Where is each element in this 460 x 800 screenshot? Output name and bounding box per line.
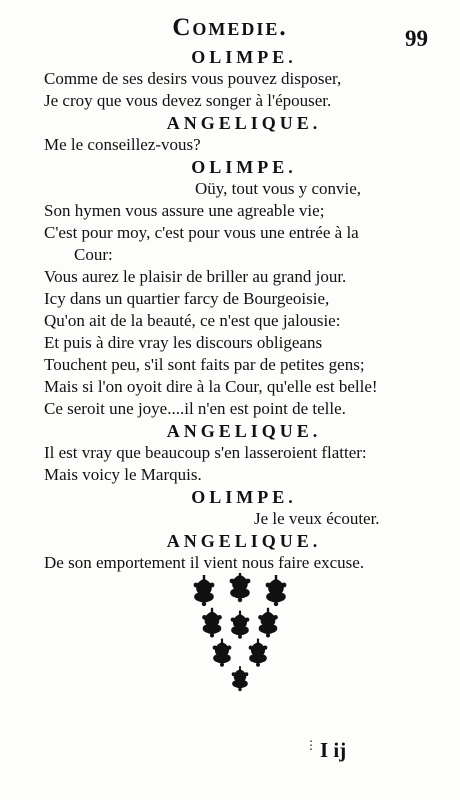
verse-line: Qu'on ait de la beauté, ce n'est que jalousie: <box>44 311 341 330</box>
signature-mark: I ij <box>320 738 347 762</box>
speaker-angelique: ANGELIQUE. <box>166 113 322 133</box>
verse-line: Comme de ses desirs vous pouvez disposer, <box>44 69 342 88</box>
verse-line: Me le conseillez-vous? <box>44 135 201 154</box>
verse-line: Ce seroit une joye....il n'en est point de telle. <box>44 399 346 418</box>
speaker-angelique: ANGELIQUE. <box>166 531 322 551</box>
verse-line: Mais si l'on oyoit dire à la Cour, qu'elle est belle! <box>44 377 378 396</box>
verse-line: De son emportement il vient nous faire excuse. <box>44 553 365 572</box>
verse-line: Son hymen vous assure une agreable vie; <box>44 201 325 220</box>
floral-tailpiece-icon <box>188 573 292 693</box>
verse-line: Oüy, tout vous y convie, <box>195 179 362 198</box>
speaker-olimpe: OLIMPE. <box>191 487 297 507</box>
verse-line: Je le veux écouter. <box>254 509 380 528</box>
running-title: Comedie. <box>172 14 288 41</box>
ink-mark: ⋮ <box>305 738 317 752</box>
verse-line: Vous aurez le plaisir de briller au grand jour. <box>44 267 347 286</box>
play-text <box>44 46 444 574</box>
verse-line: Et puis à dire vray les discours obligeans <box>44 333 323 352</box>
verse-line: Il est vray que beaucoup s'en lasseroient flatter: <box>44 443 367 462</box>
speaker-olimpe: OLIMPE. <box>191 157 297 177</box>
verse-line: Je croy que vous devez songer à l'épouser. <box>44 91 332 110</box>
verse-line: Mais voicy le Marquis. <box>44 465 202 484</box>
verse-line: Touchent peu, s'il sont faits par de petites gens; <box>44 355 365 374</box>
verse-line: Icy dans un quartier farcy de Bourgeoisie, <box>44 289 330 308</box>
verse-line: C'est pour moy, c'est pour vous une entrée à la <box>44 223 359 242</box>
page-number: 99 <box>405 26 428 51</box>
verse-line: Cour: <box>74 245 113 264</box>
speaker-angelique: ANGELIQUE. <box>166 421 322 441</box>
speaker-olimpe: OLIMPE. <box>191 47 297 67</box>
